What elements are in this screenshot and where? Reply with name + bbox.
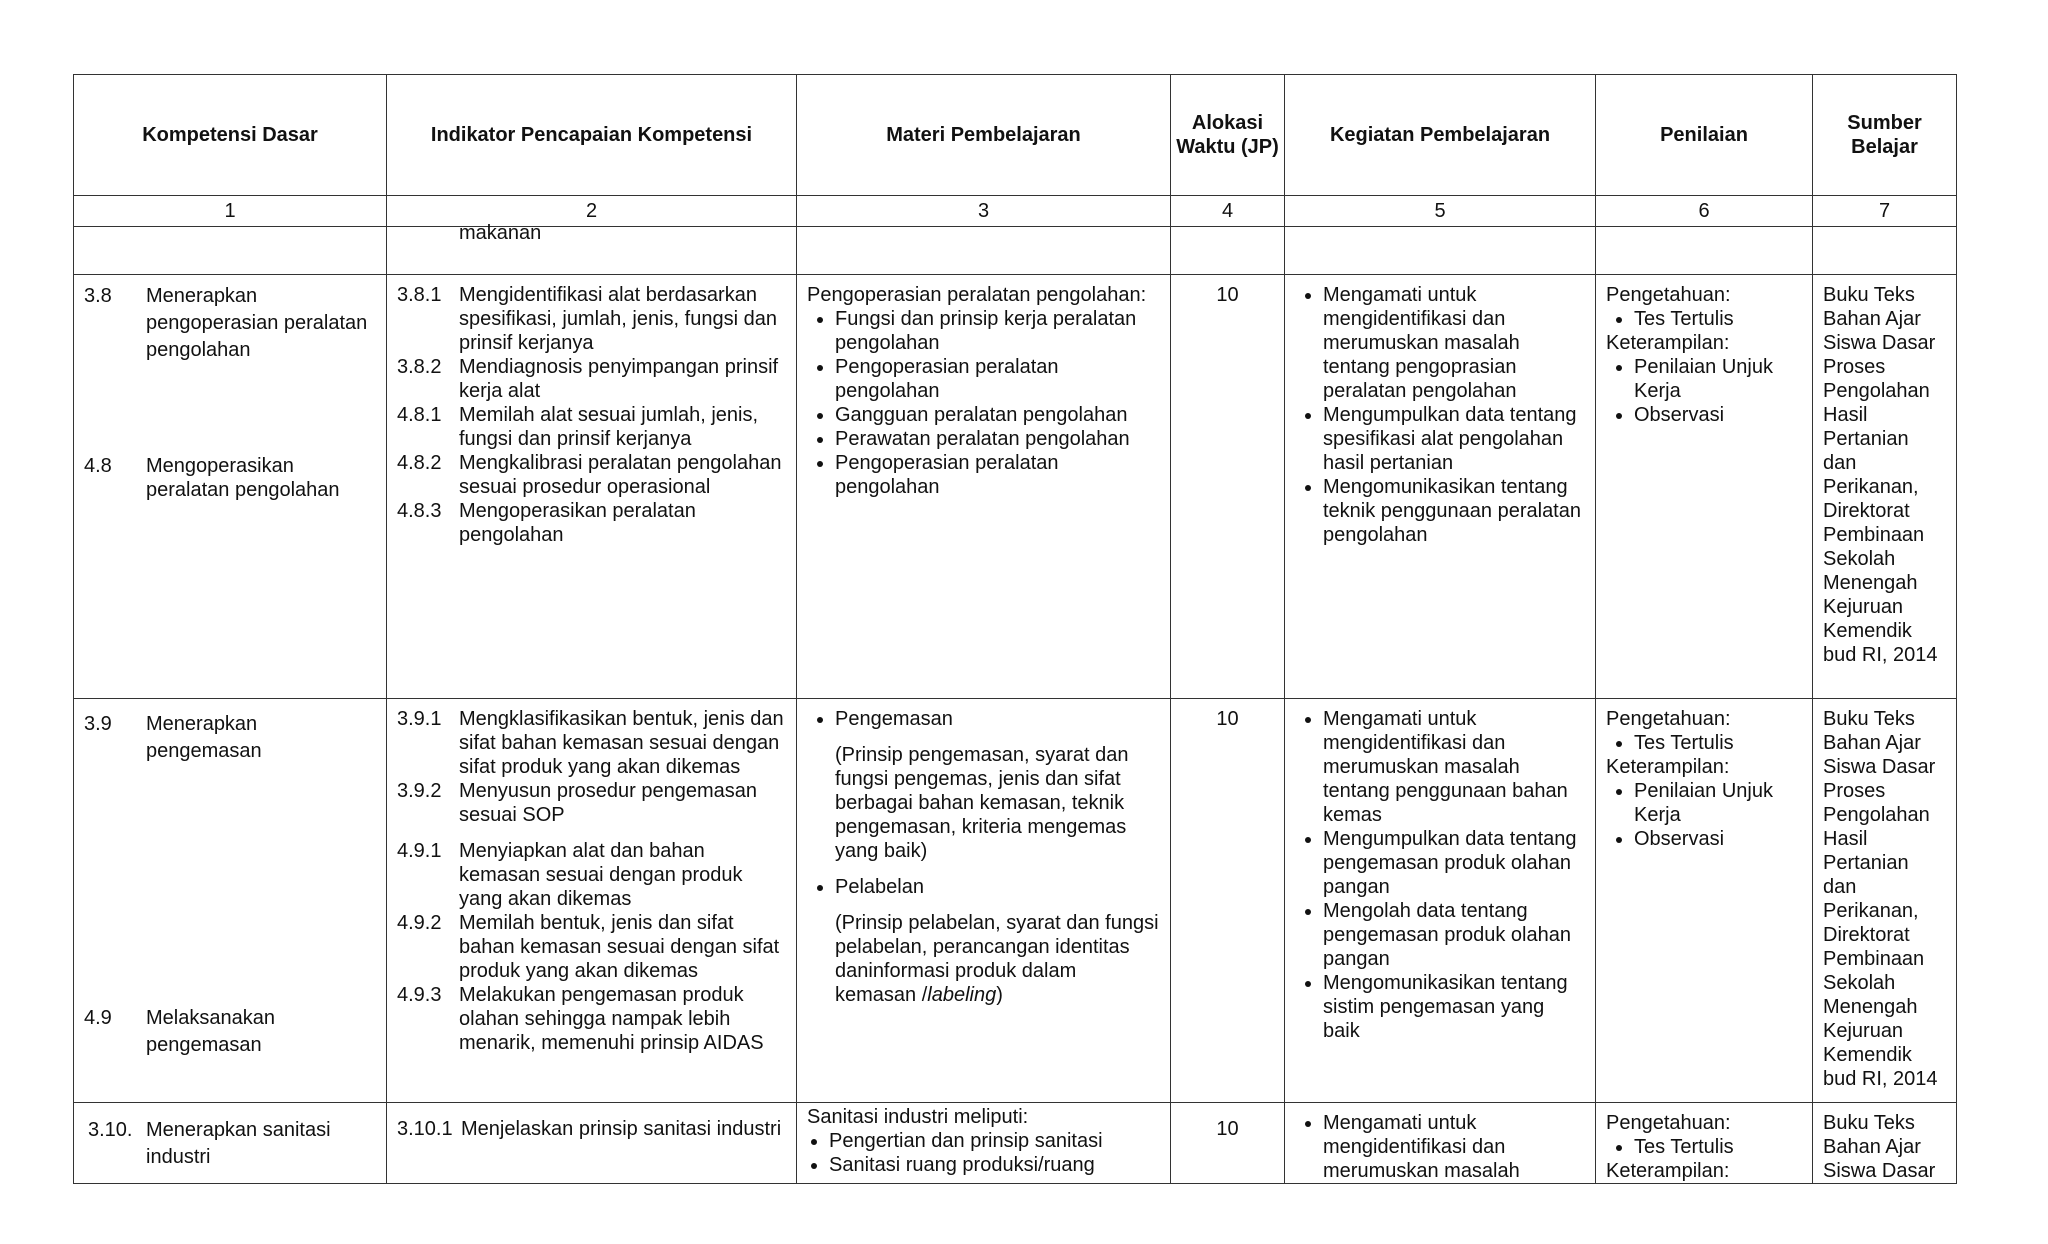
materi-desc: (Prinsip pelabelan, syarat dan fungsi pelabelan, perancangan identitas daninformasi produk dalam kemasan /labeling) [835,912,1159,1006]
kegiatan-cell [1285,699,1596,1103]
header-penilaian: Penilaian [1596,75,1813,196]
list-item: • Mengumpulkan data tentang spesifikasi alat pengolahan hasil pertanian [1323,403,1585,475]
list-item: • Pengoperasian peralatan pengolahan [835,355,1160,403]
header-kegiatan: Kegiatan Pembelajaran [1285,75,1596,196]
indikator-item: 4.8.3 Mengoperasikan peralatan pengolahan [397,500,696,546]
table-row [74,699,1957,1103]
list-item: • Observasi [1634,403,1802,427]
materi-desc: (Prinsip pengemasan, syarat dan fungsi pengemas, jenis dan sifat berbagai bahan kemasan, teknik pengemasan, kriteria mengemas yang baik) [835,744,1129,862]
col-number: 6 [1596,196,1813,227]
kd-item: 3.10. Menerapkan sanitasi industri [88,1119,331,1168]
indikator-cell [387,699,797,1103]
indikator-item: 4.8.1 Memilah alat sesuai jumlah, jenis, fungsi dan prinsif kerjanya [397,404,759,450]
list-item: • Tes Tertulis [1634,731,1802,755]
syllabus-table [73,74,1957,1184]
kd-item: 3.8 Menerapkan pengoperasian peralatan pengolahan [84,285,368,361]
list-item: • Mengamati untuk mengidentifikasi dan merumuskan masalah [1323,1111,1585,1183]
kd-cell [74,699,387,1103]
list-item: • Mengomunikasikan tentang sistim pengemasan yang baik [1323,971,1585,1043]
kegiatan-cell [1285,1103,1596,1184]
list-item: • Fungsi dan prinsip kerja peralatan pengolahan [835,307,1160,355]
header-sumber [1813,75,1957,196]
indikator-item: 4.9.1 Menyiapkan alat dan bahan kemasan sesuai dengan produk yang akan dikemas [397,840,743,910]
list-item: • Mengolah data tentang pengemasan produk olahan pangan [1323,899,1585,971]
list-item: • Sanitasi ruang produksi/ruang [829,1153,1160,1177]
indikator-tail: makanan [459,222,542,244]
header-sumber-line2: Belajar [1851,136,1918,158]
sumber-cell: Buku Teks Bahan Ajar Siswa Dasar Proses Pengolahan Hasil Pertanian dan Perikanan, Direktorat Pembinaan Sekolah Menengah Kejuruan Kemendik bud RI, 2014 [1813,275,1957,699]
col-number: 5 [1285,196,1596,227]
materi-intro: Sanitasi industri meliputi: [807,1106,1029,1128]
list-item: • Mengomunikasikan tentang teknik penggunaan peralatan pengolahan [1323,475,1585,547]
table-row [74,275,1957,699]
header-kompetensi-dasar: Kompetensi Dasar [74,75,387,196]
kd-cell [74,275,387,699]
list-item: • Mengamati untuk mengidentifikasi dan merumuskan masalah tentang penggunaan bahan kemas [1323,707,1585,827]
list-item: • Pengertian dan prinsip sanitasi [829,1129,1160,1153]
header-sumber-line1: Sumber [1847,112,1922,134]
indikator-item: 3.8.1 Mengidentifikasi alat berdasarkan spesifikasi, jumlah, jenis, fungsi dan prinsif kerjanya [397,284,777,354]
list-item: • Gangguan peralatan pengolahan [835,403,1160,427]
penilaian-cell: Pengetahuan: • Tes Tertulis Keterampilan: • Penilaian Unjuk Kerja • Observasi [1596,275,1813,699]
header-row [74,75,1957,196]
list-item: • Tes Tertulis [1634,307,1802,331]
alokasi-cell: 10 [1171,1103,1285,1184]
col-number: 4 [1171,196,1285,227]
kd-item: 4.9 Melaksanakan pengemasan [84,1007,275,1056]
alokasi-cell: 10 [1171,699,1285,1103]
sumber-cell: Buku Teks Bahan Ajar Siswa Dasar Proses Pengolahan Hasil Pertanian dan Perikanan, Direktorat Pembinaan Sekolah Menengah Kejuruan Kemendik bud RI, 2014 [1813,699,1957,1103]
materi-cell [797,275,1171,699]
column-number-row [74,196,1957,227]
header-alokasi [1171,75,1285,196]
list-item: • Tes Tertulis [1634,1135,1802,1159]
indikator-item: 4.9.3 Melakukan pengemasan produk olahan sehingga nampak lebih menarik, memenuhi prinsip AIDAS [397,984,764,1054]
list-item: • Penilaian Unjuk Kerja [1634,355,1802,403]
indikator-item: 4.9.2 Memilah bentuk, jenis dan sifat bahan kemasan sesuai dengan sifat produk yang akan dikemas [397,912,780,982]
list-item: • Observasi [1634,827,1802,851]
list-item: • Penilaian Unjuk Kerja [1634,779,1802,827]
col-number: 1 [74,196,387,227]
table-row [74,1103,1957,1184]
list-item: • Pengemasan [835,707,1160,731]
col-number: 3 [797,196,1171,227]
header-materi: Materi Pembelajaran [797,75,1171,196]
kegiatan-cell [1285,275,1596,699]
penilaian-cell: Pengetahuan: • Tes Tertulis Keterampilan: • Penilaian Unjuk Kerja • Observasi [1596,699,1813,1103]
materi-cell [797,1103,1171,1184]
indikator-cell [387,275,797,699]
col-number: 2 [387,196,797,227]
sumber-cell: Buku Teks Bahan Ajar Siswa Dasar [1813,1103,1957,1184]
indikator-item: 3.10.1 Menjelaskan prinsip sanitasi industri [397,1118,782,1140]
indikator-item: 4.8.2 Mengkalibrasi peralatan pengolahan sesuai prosedur operasional [397,452,782,498]
materi-cell [797,699,1171,1103]
indikator-item: 3.9.2 Menyusun prosedur pengemasan sesuai SOP [397,780,757,826]
list-item: • Mengumpulkan data tentang pengemasan produk olahan pangan [1323,827,1585,899]
indikator-item: 3.9.1 Mengklasifikasikan bentuk, jenis dan sifat bahan kemasan sesuai dengan sifat produk yang akan dikemas [397,708,784,778]
header-alokasi-line2: Waktu (JP) [1176,136,1279,158]
header-indikator: Indikator Pencapaian Kompetensi [387,75,797,196]
col-number: 7 [1813,196,1957,227]
header-alokasi-line1: Alokasi [1191,112,1264,134]
materi-intro: Pengoperasian peralatan pengolahan: [807,284,1147,306]
kd-item: 3.9 Menerapkan pengemasan [84,713,262,762]
alokasi-cell: 10 [1171,275,1285,699]
list-item: • Perawatan peralatan pengolahan [835,427,1160,451]
indikator-cell [387,1103,797,1184]
carry-over-row [74,227,1957,275]
indikator-item: 3.8.2 Mendiagnosis penyimpangan prinsif kerja alat [397,356,779,402]
penilaian-cell: Pengetahuan: • Tes Tertulis Keterampilan: [1596,1103,1813,1184]
list-item: • Pelabelan [835,875,1160,899]
list-item: • Pengoperasian peralatan pengolahan [835,451,1160,499]
kd-cell [74,1103,387,1184]
kd-item: 4.8 Mengoperasikan peralatan pengolahan [84,455,340,501]
list-item: • Mengamati untuk mengidentifikasi dan merumuskan masalah tentang pengoprasian peralatan pengolahan [1323,283,1585,403]
